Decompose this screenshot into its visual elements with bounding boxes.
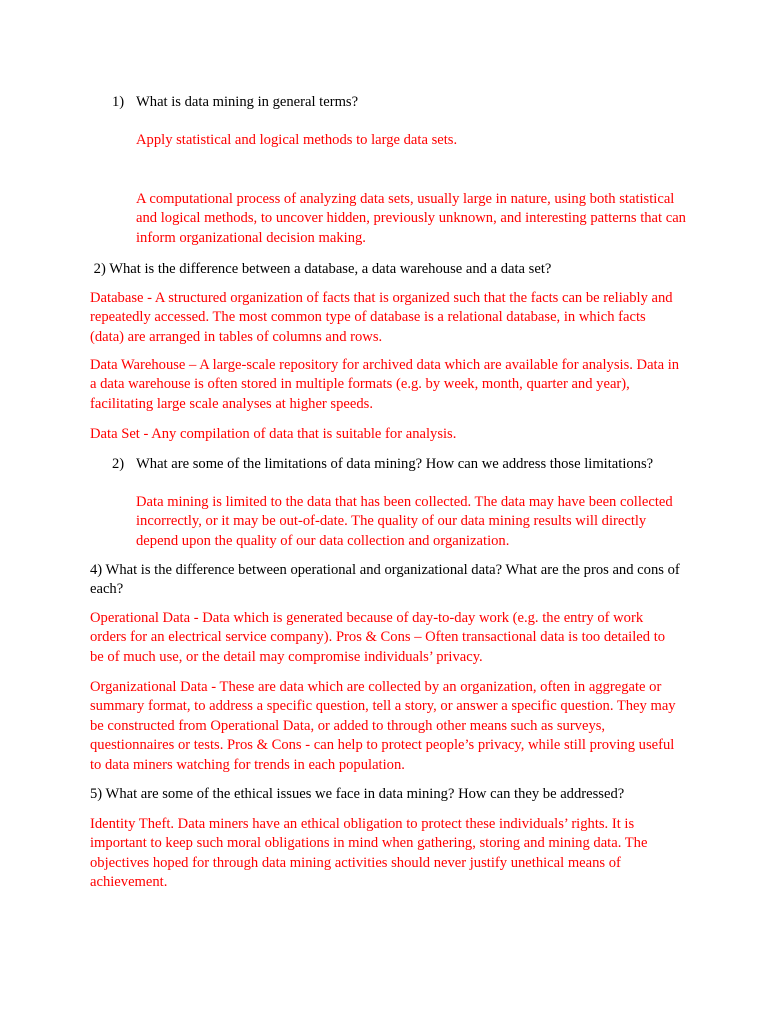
question-5: 5) What are some of the ethical issues we face in data mining? How can they be addressed? (90, 786, 625, 802)
answer-data-set: Data Set - Any compilation of data that is suitable for analysis. (90, 426, 457, 442)
answer-1b: A computational process of analyzing data sets, usually large in nature, using both statistical and logical methods, to uncover hidden, previously unknown, and interesting patterns that can inform organizational decision making. (136, 191, 686, 246)
answer-operational-data: Operational Data - Data which is generated because of day-to-day work (e.g. the entry of work orders for an electrical service company). Pros & Cons – Often transactional data is too detailed to be of much use, or the detail may compromise individuals’ privacy. (90, 610, 666, 665)
question-4: 4) What is the difference between operational and organizational data? What are the pros and cons of each? (90, 562, 680, 598)
answer-organizational-data: Organizational Data - These are data which are collected by an organization, often in aggregate or summary format, to address a specific question, tell a story, or answer a specific question. They may be constructed from Operational Data, or added to through other means such as surveys, questionnaires or tests. Pros & Cons - can help to protect people’s privacy, while still proving useful to data miners watching for trends in each population. (90, 679, 676, 773)
answer-database: Database - A structured organization of facts that is organized such that the facts can be reliably and repeatedly accessed. The most common type of database is a relational database, in which facts (data) are arranged in tables of columns and rows. (90, 290, 673, 345)
question-number: 2) (112, 456, 125, 472)
answer-1a: Apply statistical and logical methods to large data sets. (136, 132, 458, 148)
answer-ethical-issues: Identity Theft. Data miners have an ethical obligation to protect these individuals’ rights. It is important to keep such moral obligations in mind when gathering, storing and mining data. The objectives hoped for through data mining activities should never justify unethical means of achievement. (90, 816, 648, 891)
question-1: What is data mining in general terms? (136, 94, 359, 110)
question-number: 1) (112, 94, 125, 110)
answer-limitations: Data mining is limited to the data that has been collected. The data may have been collected incorrectly, or it may be out-of-date. The quality of our data mining results will directly depend upon the quality of our data collection and organization. (136, 494, 673, 549)
question-3: What are some of the limitations of data mining? How can we address those limitations? (136, 456, 654, 472)
answer-data-warehouse: Data Warehouse – A large-scale repository for archived data which are available for analysis. Data in a data warehouse is often stored in multiple formats (e.g. by week, month, quarter and year), facilitating large scale analyses at higher speeds. (90, 357, 680, 412)
question-2: 2) What is the difference between a database, a data warehouse and a data set? (90, 261, 552, 277)
